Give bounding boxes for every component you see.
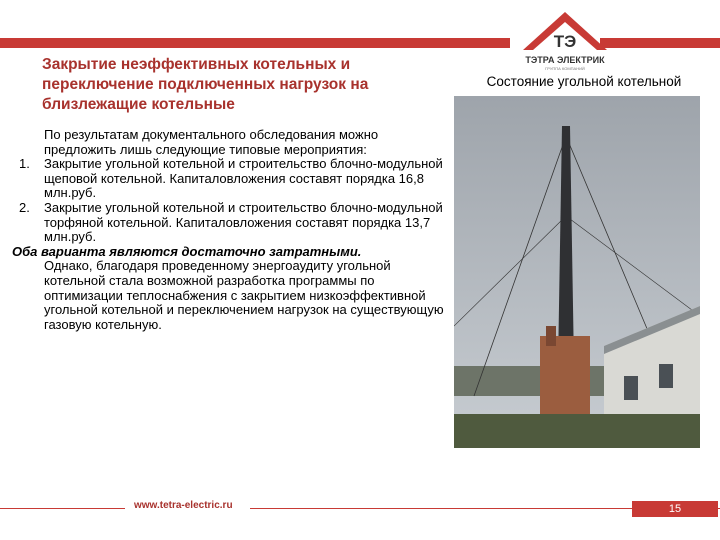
slide-title: Закрытие неэффективных котельных и переключение подключенных нагрузок на близлежащие котельные xyxy=(42,56,369,113)
footer-rule-left xyxy=(0,508,125,509)
tetra-electric-logo xyxy=(505,10,625,72)
header-bar-left xyxy=(0,38,510,48)
list-item-text: Закрытие угольной котельной и строительство блочно-модульной щеповой котельной. Капиталовложения составят порядка 16,8 млн.руб. xyxy=(44,156,443,201)
emphasis-statement: Оба варианта являются достаточно затратными. xyxy=(12,243,362,259)
list-item xyxy=(12,157,452,201)
list-item-text: Закрытие угольной котельной и строительство блочно-модульной торфяной котельной. Капиталовложения составят порядка 13,7 млн.руб. xyxy=(44,199,443,245)
slide-body xyxy=(12,128,452,332)
logo-tagline: ГРУППА КОМПАНИЙ xyxy=(545,66,585,71)
conclusion-paragraph: Однако, благодаря проведенному энергоаудиту угольной котельной стала возможной разработка программы по оптимизации теплоснабжения с закрытием низкоэффективной угольной котельной и переключением нагрузок на существующую газовую котельную. xyxy=(44,258,444,332)
footer-website-link[interactable]: www.tetra-electric.ru xyxy=(134,500,233,511)
intro-paragraph: По результатам документального обследования можно предложить лишь следующие типовые мероприятия: xyxy=(44,127,379,157)
page-number: 15 xyxy=(632,501,718,517)
list-item-number: 1. xyxy=(19,156,30,172)
list-item xyxy=(12,201,452,245)
boiler-house-photo xyxy=(454,96,700,448)
logo-monogram: ТЭ xyxy=(553,32,577,51)
logo-brand: ТЭТРА ЭЛЕКТРИК xyxy=(525,55,605,65)
list-item-number: 2. xyxy=(19,199,30,215)
photo-caption: Состояние угольной котельной xyxy=(486,74,682,89)
